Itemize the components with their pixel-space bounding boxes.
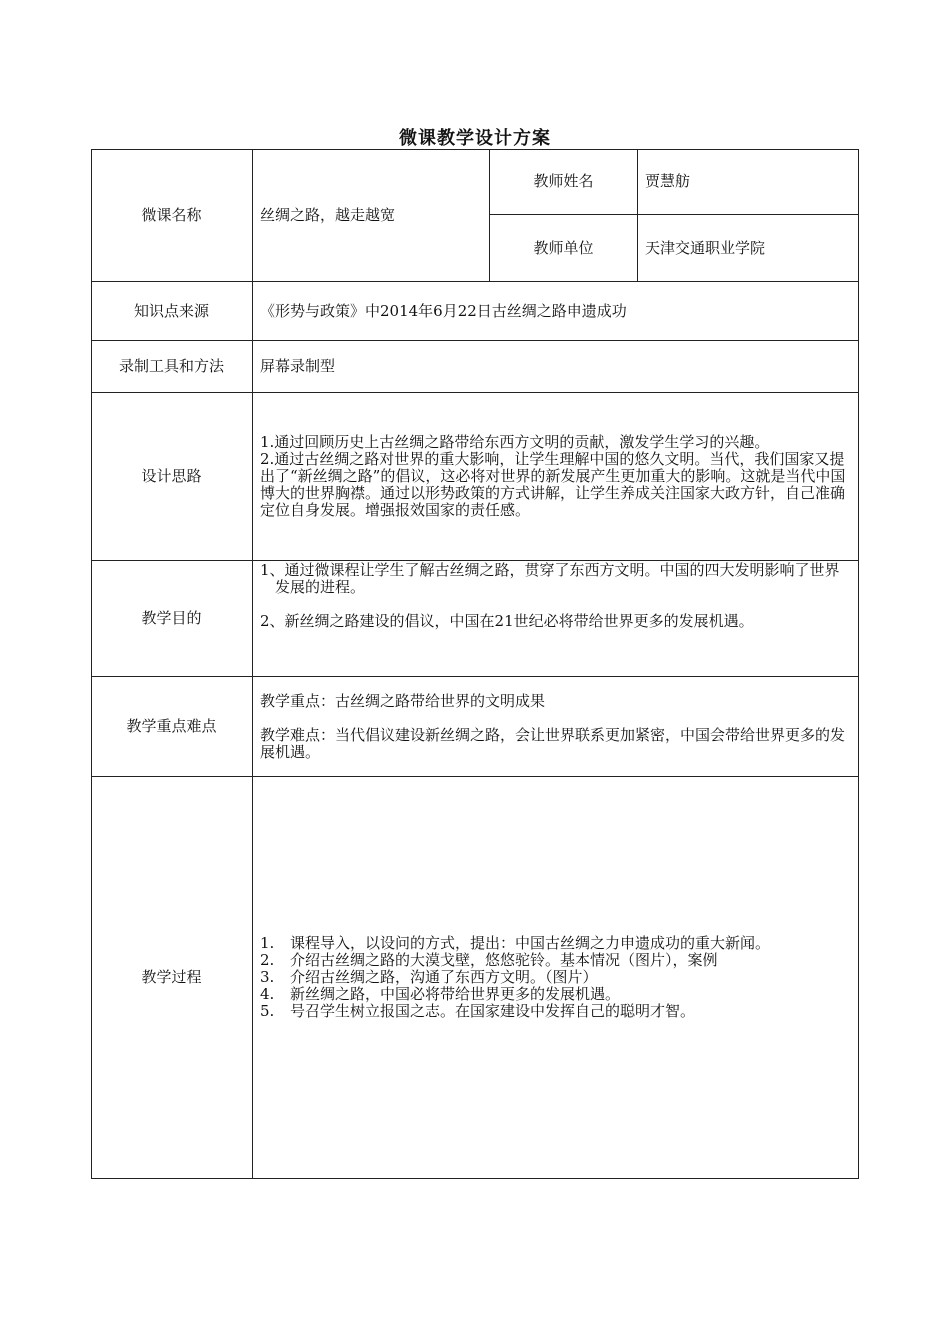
table-border-right	[858, 149, 859, 1179]
table-border-bottom	[91, 1178, 859, 1179]
key-points-value	[253, 677, 858, 776]
key-point-line: 教学重点：古丝绸之路带给世界的文明成果	[260, 692, 546, 710]
process-step: 1. 课程导入，以设问的方式，提出：中国古丝绸之力申遗成功的重大新闻。	[260, 934, 771, 952]
goals-label: 教学目的	[141, 609, 202, 627]
teacher-name-label: 教师姓名	[533, 172, 594, 190]
process-label: 教学过程	[141, 968, 202, 986]
process-steps	[260, 935, 852, 1020]
teacher-unit-value: 天津交通职业学院	[645, 238, 766, 257]
process-value	[253, 777, 858, 1178]
design-line: 2.通过古丝绸之路对世界的重大影响，让学生理解中国的悠久文明。当代，我们国家又提出了“新丝绸之路”的倡议，这必将对世界的新发展产生更加重大的影响。这就是当代中国博大的世界胸襟。通过以形势政策的方式讲解，让学生养成关注国家大政方针，自己准确定位自身发展。增强报效国家的责任感。	[260, 450, 846, 519]
tools-label: 录制工具和方法	[118, 357, 224, 375]
tools-value: 屏幕录制型	[260, 357, 336, 375]
design-table	[91, 149, 859, 1179]
teacher-unit-label: 教师单位	[533, 238, 594, 257]
process-step: 4. 新丝绸之路，中国必将带给世界更多的发展机遇。	[260, 985, 621, 1003]
goal-line: 2、新丝绸之路建设的倡议，中国在21世纪必将带给世界更多的发展机遇。	[260, 612, 754, 630]
design-value	[253, 393, 858, 560]
design-label: 设计思路	[141, 467, 202, 485]
process-step: 5. 号召学生树立报国之志。在国家建设中发挥自己的聪明才智。	[260, 1002, 696, 1020]
key-points-label: 教学重点难点	[126, 717, 217, 735]
design-line: 1.通过回顾历史上古丝绸之路带给东西方文明的贡献，激发学生学习的兴趣。	[260, 433, 770, 451]
source-value: 《形势与政策》中2014年6月22日古丝绸之路申遗成功	[260, 301, 627, 320]
goal-line: 1、通过微课程让学生了解古丝绸之路，贯穿了东西方文明。中国的四大发明影响了世界发展的进程。	[260, 561, 840, 596]
teacher-name-value: 贾慧舫	[645, 172, 691, 190]
document-title: 微课教学设计方案	[399, 128, 551, 149]
difficulty-line: 教学难点：当代倡议建设新丝绸之路，会让世界联系更加紧密，中国会带给世界更多的发展机遇。	[260, 726, 846, 761]
source-label: 知识点来源	[133, 301, 209, 320]
goals-value	[253, 561, 858, 676]
process-step: 2. 介绍古丝绸之路的大漠戈壁，悠悠驼铃。基本情况（图片），案例	[260, 951, 718, 969]
course-name-value: 丝绸之路，越走越宽	[260, 205, 396, 224]
course-name-label: 微课名称	[141, 205, 202, 224]
process-step: 3. 介绍古丝绸之路，沟通了东西方文明。（图片）	[260, 968, 598, 986]
